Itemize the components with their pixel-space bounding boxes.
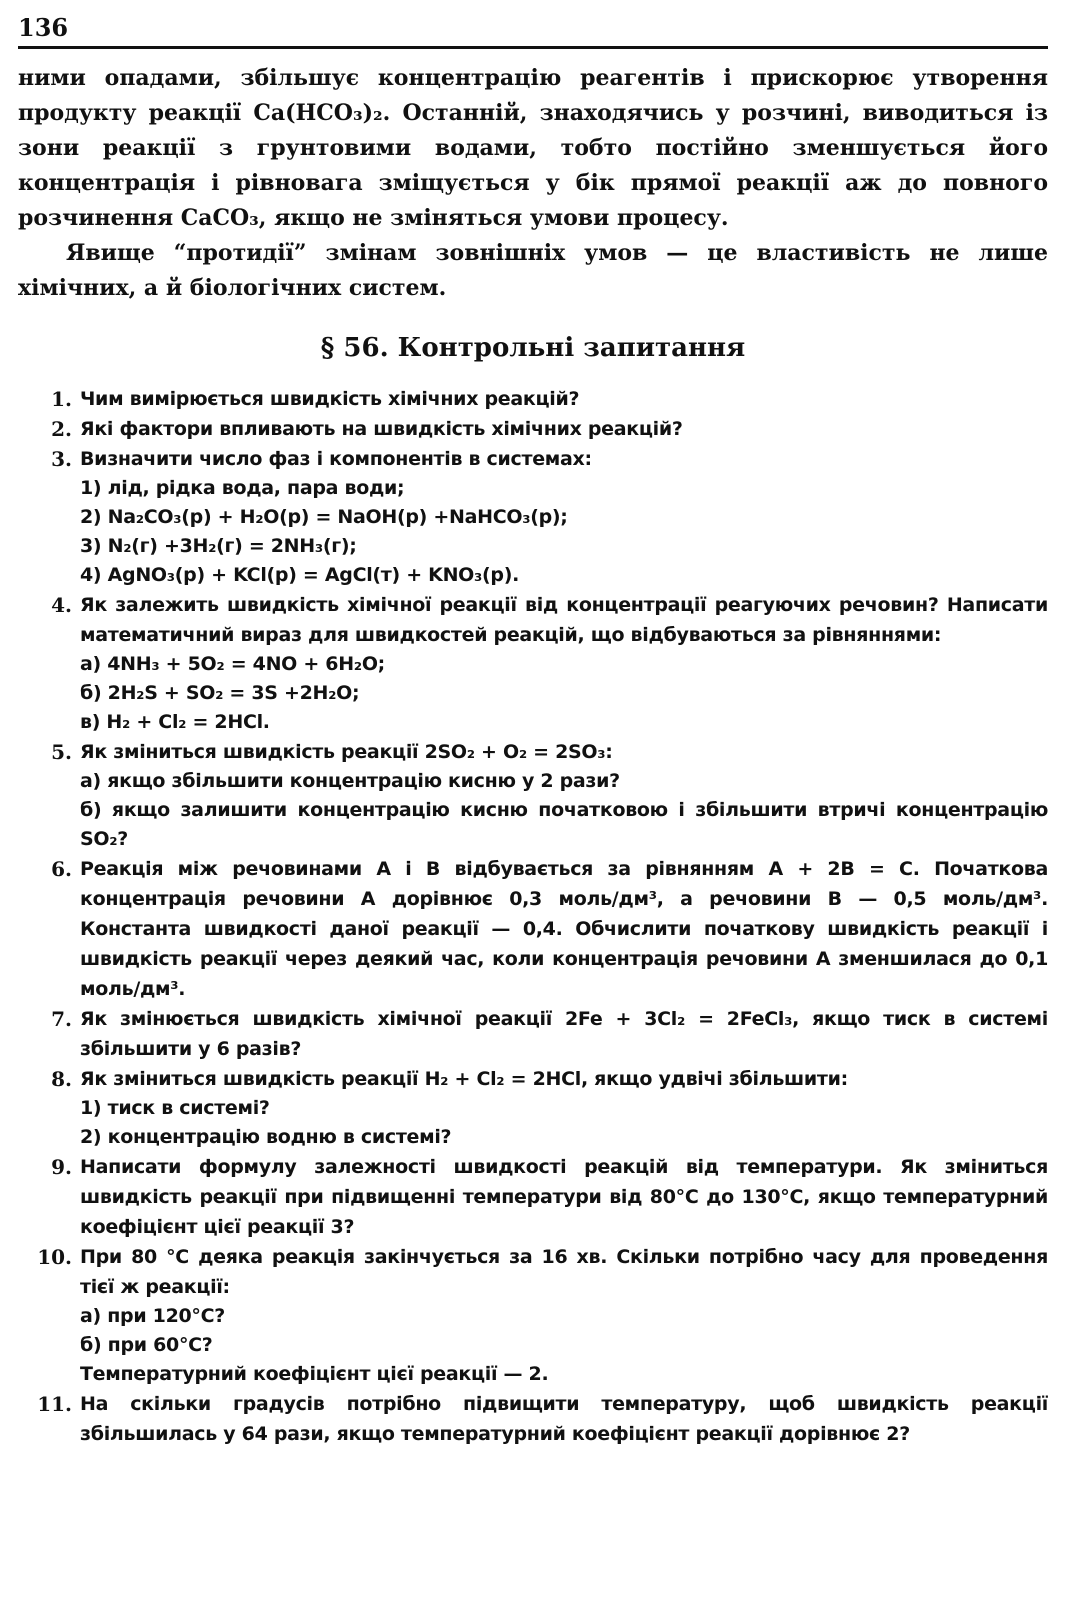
question-subitem: б) 2H₂S + SO₂ = 3S +2H₂O; — [80, 682, 360, 704]
question-item — [18, 737, 1048, 854]
question-subitem: 1) лід, рідка вода, пара води; — [80, 477, 405, 499]
question-subitem: б) якщо залишити концентрацію кисню початковою і збільшити втричі концентрацію SO₂? — [80, 799, 1048, 850]
question-subitem: 1) тиск в системі? — [80, 1097, 270, 1119]
question-item — [18, 1064, 1048, 1152]
question-body — [80, 1064, 1048, 1152]
question-item — [18, 1152, 1048, 1242]
question-body — [80, 384, 1048, 414]
question-number: 1. — [51, 387, 72, 411]
question-text: Реакція між речовинами A і B відбувається за рівнянням A + 2B = C. Початкова концентрація речовини A дорівнює 0,3 моль/дм³, а речовини B — 0,5 моль/дм³. Константа швидкості даної реакції — 0,4. Обчислити початкову швидкість реакції і швидкість реакції через деякий час, коли концентрація речовини A зменшилася до 0,1 моль/дм³. — [80, 858, 1048, 1000]
question-number: 4. — [51, 593, 72, 617]
page-number: 136 — [18, 14, 1048, 49]
question-text: На скільки градусів потрібно підвищити температуру, щоб швидкість реакції збільшилась у 64 рази, якщо температурний коефіцієнт реакції дорівнює 2? — [80, 1393, 1048, 1445]
question-text: Як змінюється швидкість хімічної реакції 2Fe + 3Cl₂ = 2FeCl₃, якщо тиск в системі збільшити у 6 разів? — [80, 1008, 1048, 1060]
question-number: 3. — [51, 447, 72, 471]
question-body — [80, 590, 1048, 737]
question-item — [18, 854, 1048, 1004]
question-item — [18, 1242, 1048, 1389]
question-item — [18, 1004, 1048, 1064]
question-body — [80, 1242, 1048, 1389]
question-subitem: 2) концентрацію водню в системі? — [80, 1126, 452, 1148]
question-text: Чим вимірюється швидкість хімічних реакцій? — [80, 388, 580, 410]
question-item — [18, 590, 1048, 737]
question-subitem: 3) N₂(г) +3H₂(г) = 2NH₃(г); — [80, 535, 357, 557]
question-number: 10. — [37, 1245, 72, 1269]
question-number: 6. — [51, 857, 72, 881]
question-subitem: а) якщо збільшити концентрацію кисню у 2 рази? — [80, 770, 620, 792]
question-body — [80, 1389, 1048, 1449]
question-list — [18, 384, 1048, 1449]
question-item — [18, 444, 1048, 590]
question-text: Як залежить швидкість хімічної реакції від концентрації реагуючих речовин? Написати математичний вираз для швидкостей реакцій, що відбуваються за рівняннями: — [80, 594, 1048, 646]
question-subitem: а) при 120°C? — [80, 1305, 226, 1327]
intro-paragraph-2: Явище “протидії” змінам зовнішніх умов — це властивість не лише хімічних, а й біологічних систем. — [18, 240, 1048, 301]
question-number: 8. — [51, 1067, 72, 1091]
question-item — [18, 384, 1048, 414]
question-text: Які фактори впливають на швидкість хімічних реакцій? — [80, 418, 683, 440]
section-title: § 56. Контрольні запитання — [320, 333, 746, 363]
question-subitem: 2) Na₂CO₃(р) + H₂O(р) = NaOH(р) +NaHCO₃(р); — [80, 506, 568, 528]
question-number: 9. — [51, 1155, 72, 1179]
question-subitem: в) H₂ + Cl₂ = 2HCl. — [80, 711, 270, 733]
question-item — [18, 414, 1048, 444]
question-body — [80, 1004, 1048, 1064]
question-subitem: Температурний коефіцієнт цієї реакції — 2. — [80, 1363, 549, 1385]
intro-text — [18, 61, 1048, 306]
question-subitem: а) 4NH₃ + 5O₂ = 4NO + 6H₂O; — [80, 653, 385, 675]
question-text: Як зміниться швидкість реакції 2SO₂ + O₂ = 2SO₃: — [80, 741, 613, 763]
question-text: Визначити число фаз і компонентів в системах: — [80, 448, 592, 470]
question-number: 5. — [51, 740, 72, 764]
question-number: 2. — [51, 417, 72, 441]
question-item — [18, 1389, 1048, 1449]
question-body — [80, 737, 1048, 854]
question-body — [80, 1152, 1048, 1242]
intro-paragraph-1: ними опадами, збільшує концентрацію реагентів і прискорює утворення продукту реакції Ca(HCO₃)₂. Останній, знаходячись у розчині, виводиться із зони реакції з грунтовими водами, тобто постійно зменшується його концентрація і рівновага зміщується у бік прямої реакції аж до повного розчинення CaCO₃, якщо не зміняться умови процесу. — [18, 65, 1048, 231]
question-body — [80, 414, 1048, 444]
question-number: 11. — [37, 1392, 72, 1416]
question-subitem: б) при 60°C? — [80, 1334, 213, 1356]
question-body — [80, 854, 1048, 1004]
textbook-page — [18, 14, 1048, 1449]
question-body — [80, 444, 1048, 590]
question-text: Написати формулу залежності швидкості реакцій від температури. Як зміниться швидкість реакції при підвищенні температури від 80°C до 130°C, якщо температурний коефіцієнт цієї реакції 3? — [80, 1156, 1048, 1238]
question-subitem: 4) AgNO₃(р) + KCl(р) = AgCl(т) + KNO₃(р). — [80, 564, 520, 586]
question-text: При 80 °C деяка реакція закінчується за 16 хв. Скільки потрібно часу для проведення тієї ж реакції: — [80, 1246, 1048, 1298]
question-number: 7. — [51, 1007, 72, 1031]
question-text: Як зміниться швидкість реакції H₂ + Cl₂ = 2HCl, якщо удвічі збільшити: — [80, 1068, 848, 1090]
